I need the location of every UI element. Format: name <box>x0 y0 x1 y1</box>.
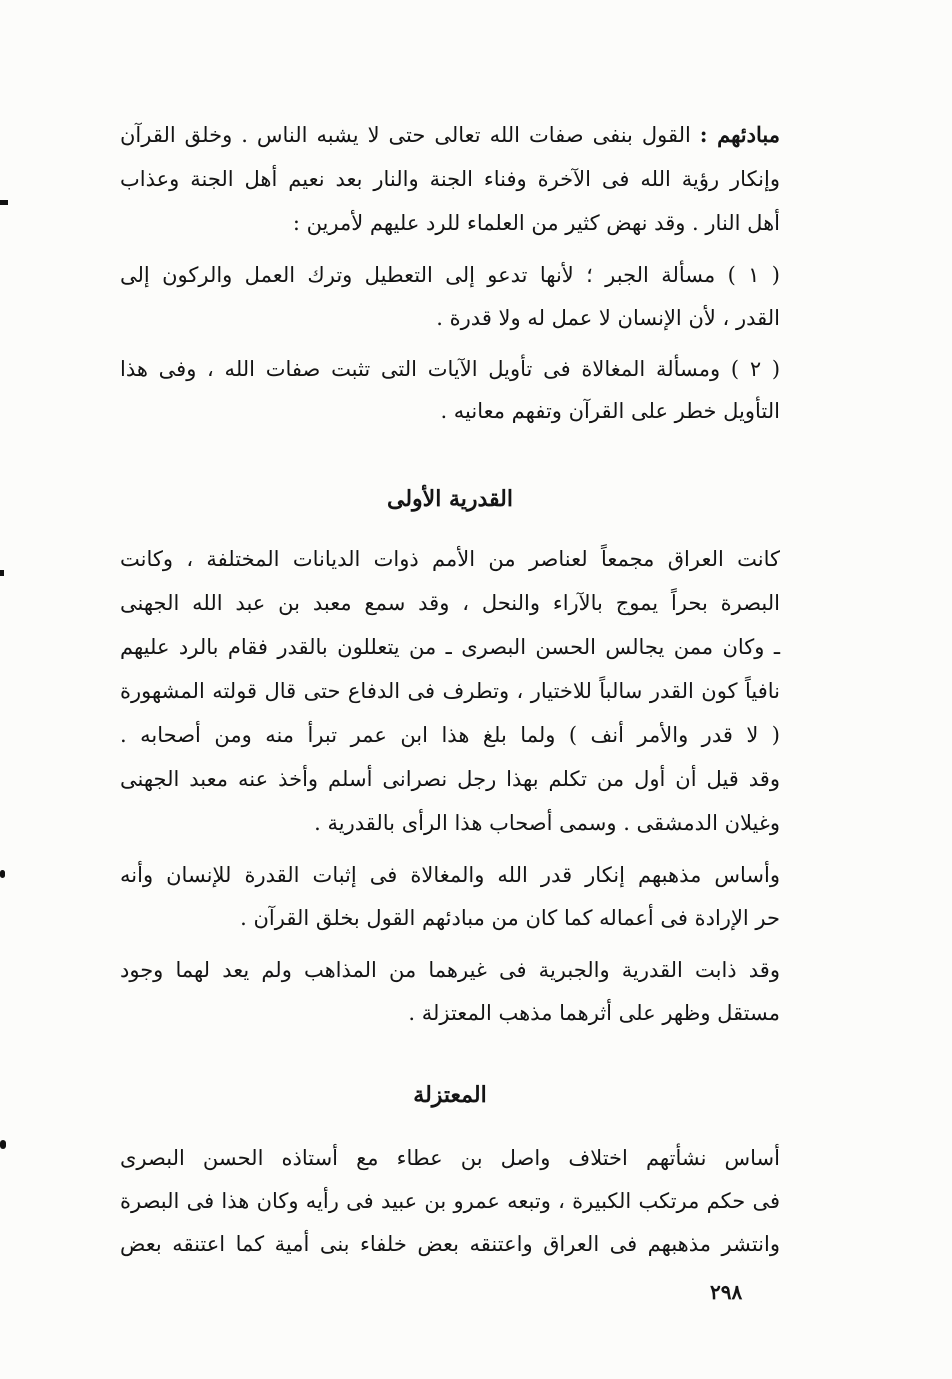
text-line: كانت العراق مجمعاً لعناصر من الأمم ذوات الديانات المختلفة ، وكانت <box>120 547 780 571</box>
page-number: ٢٩٨ <box>710 1280 743 1304</box>
text-line: نافياً كون القدر سالباً للاختيار ، وتطرف فى الدفاع حتى قال قولته المشهورة <box>120 679 780 703</box>
text-line: وغيلان الدمشقى . وسمى أصحاب هذا الرأى بالقدرية . <box>314 811 780 835</box>
text-line: ـ وكان ممن يجالس الحسن البصرى ـ من يتعللون بالقدر فقام بالرد عليهم <box>120 635 780 659</box>
book-page <box>120 110 780 1310</box>
scan-mark <box>0 200 8 205</box>
line-text: القول بنفى صفات الله تعالى حتى لا يشبه الناس . وخلق القرآن <box>120 123 691 147</box>
text-line: فى حكم مرتكب الكبيرة ، وتبعه عمرو بن عبيد فى رأيه وكان هذا فى البصرة <box>120 1189 780 1213</box>
scan-mark <box>0 1140 6 1149</box>
text-line: حر الإرادة فى أعماله كما كان من مبادئهم القول بخلق القرآن . <box>240 906 780 930</box>
text-line <box>120 120 780 150</box>
scan-mark <box>0 870 5 878</box>
text-line: وقد ذابت القدرية والجبرية فى غيرهما من المذاهب ولم يعد لهما وجود <box>120 958 780 982</box>
text-line: وإنكار رؤية الله فى الآخرة وفناء الجنة والنار بعد نعيم أهل الجنة وعذاب <box>120 167 780 191</box>
text-line: ( ٢ ) ومسألة المغالاة فى تأويل الآيات التى تثبت صفات الله ، وفى هذا <box>120 357 781 381</box>
scan-mark <box>0 570 4 576</box>
lead-term: مبادئهم : <box>699 122 780 147</box>
text-line: وانتشر مذهبهم فى العراق واعتنقه بعض خلفاء بنى أمية كما اعتنقه بعض <box>120 1232 780 1256</box>
text-line: أساس نشأتهم اختلاف واصل بن عطاء مع أستاذه الحسن البصرى <box>120 1146 780 1170</box>
text-line: البصرة بحراً يموج بالآراء والنحل ، وقد سمع معبد بن عبد الله الجهنى <box>120 591 780 615</box>
text-line: مستقل وظهر على أثرهما مذهب المعتزلة . <box>408 1001 780 1025</box>
section-heading: المعتزلة <box>413 1082 487 1108</box>
text-line: وقد قيل أن أول من تكلم بهذا رجل نصرانى أسلم وأخذ عنه معبد الجهنى <box>120 767 780 791</box>
text-line: ( ١ ) مسألة الجبر ؛ لأنها تدعو إلى التعطيل وترك العمل والركون إلى <box>120 263 780 287</box>
text-line: وأساس مذهبهم إنكار قدر الله والمغالاة فى إثبات القدرة للإنسان وأنه <box>120 863 780 887</box>
section-heading: القدرية الأولى <box>386 486 514 512</box>
text-line: التأويل خطر على القرآن وتفهم معانيه . <box>440 399 780 423</box>
text-line: القدر ، لأن الإنسان لا عمل له ولا قدرة . <box>436 306 780 330</box>
text-line: ( لا قدر والأمر أنف ) ولما بلغ هذا ابن عمر تبرأ منه ومن أصحابه . <box>120 723 780 747</box>
text-line: أهل النار . وقد نهض كثير من العلماء للرد عليهم لأمرين : <box>292 211 780 235</box>
